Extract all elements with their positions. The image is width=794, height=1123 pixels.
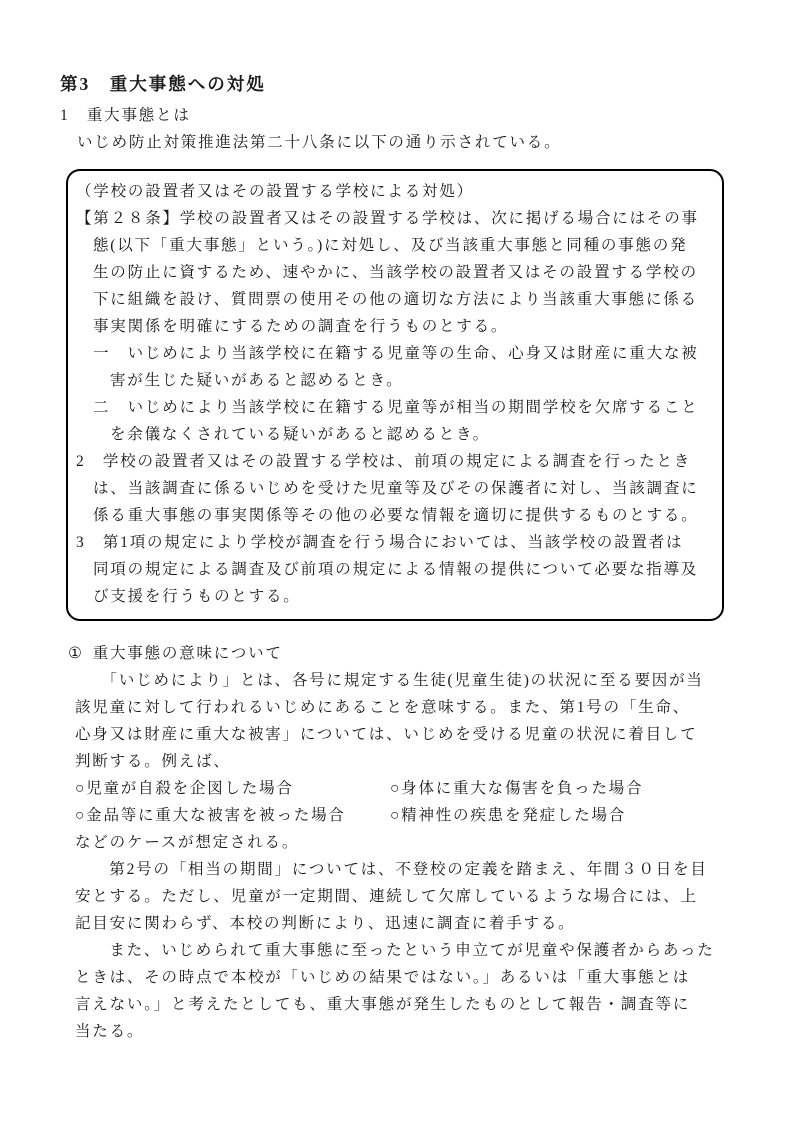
text-line: 言えない。」と考えたとしても、重大事態が発生したものとして報告・調査等に	[75, 996, 691, 1013]
section1-heading: 1 重大事態とは	[60, 107, 191, 124]
case-example-row	[75, 775, 754, 802]
text-line: 害が生じた疑いがあると認めるとき。	[110, 372, 404, 389]
case-example-right: ○精神性の疾患を発症した場合	[390, 807, 627, 824]
note-section-1	[60, 640, 754, 1045]
text-line: 心身又は財産に重大な被害」については、いじめを受ける児童の状況に着目して	[75, 726, 698, 743]
case-example-left: ○金品等に重大な被害を被った場合	[75, 807, 346, 824]
text-line: を余儀なくされている疑いがあると認めるとき。	[110, 426, 490, 443]
text-line: は、当該調査に係るいじめを受けた児童等及びその保護者に対し、当該調査に	[93, 480, 699, 497]
text-line: 安とする。ただし、児童が一定期間、連続して欠席しているような場合には、上	[75, 888, 698, 905]
text-line: 判断する。例えば、	[75, 753, 231, 770]
note1-paragraph-1	[75, 667, 754, 775]
article28-text	[76, 178, 714, 610]
note1-heading-text: 重大事態の意味について	[92, 645, 283, 662]
text-line: 3 第1項の規定により学校が調査を行う場合においては、当該学校の設置者は	[76, 534, 684, 551]
text-line: 一 いじめにより当該学校に在籍する児童等の生命、心身又は財産に重大な被	[93, 345, 699, 362]
article28-quote-box	[66, 169, 724, 621]
text-line: 該児童に対して行われるいじめにあることを意味する。また、第1号の「生命、	[75, 699, 691, 716]
text-line: 当たる。	[75, 1023, 145, 1040]
note1-paragraph-2	[75, 856, 754, 937]
text-line: び支援を行うものとする。	[93, 588, 301, 605]
note1-heading	[68, 640, 754, 667]
text-line: また、いじめられて重大事態に至ったという申立てが児童や保護者からあった	[92, 942, 715, 959]
text-line: 係る重大事態の事実関係等その他の必要な情報を適切に提供するものとする。	[93, 507, 699, 524]
note1-paragraph-3	[75, 937, 754, 1045]
case-example-row	[75, 802, 754, 829]
text-line: 「いじめにより」とは、各号に規定する生徒(児童生徒)の状況に至る要因が当	[92, 672, 704, 689]
text-line: 下に組織を設け、質問票の使用その他の適切な方法により当該重大事態に係る	[93, 291, 698, 308]
note1-cases-tail: などのケースが想定される。	[75, 834, 300, 851]
note1-case-examples	[75, 775, 754, 829]
text-line: 記目安に関わらず、本校の判断により、迅速に調査に着手する。	[75, 915, 576, 932]
text-line: 第2号の「相当の期間」については、不登校の定義を踏まえ、年間３０日を目	[92, 861, 708, 878]
text-line: ときは、その時点で本校が「いじめの結果ではない。」あるいは「重大事態とは	[75, 969, 691, 986]
text-line: 【第２８条】学校の設置者又はその設置する学校は、次に掲げる場合にはその事	[76, 210, 699, 227]
text-line: 同項の規定による調査及び前項の規定による情報の提供について必要な指導及	[93, 561, 699, 578]
text-line: 事実関係を明確にするための調査を行うものとする。	[93, 318, 509, 335]
case-example-left: ○児童が自殺を企図した場合	[75, 780, 294, 797]
case-example-right: ○身体に重大な傷害を負った場合	[390, 780, 644, 797]
note1-body	[75, 667, 754, 1045]
text-line: 2 学校の設置者又はその設置する学校は、前項の規定による調査を行ったとき	[76, 453, 692, 470]
text-line: 態(以下「重大事態」という。)に対処し、及び当該重大事態と同種の事態の発	[93, 237, 688, 254]
section1-intro: いじめ防止対策推進法第二十八条に以下の通り示されている。	[77, 134, 562, 151]
circled-1-marker: ①	[68, 645, 84, 662]
text-line: （学校の設置者又はその設置する学校による対処）	[76, 183, 474, 200]
text-line: 生の防止に資するため、速やかに、当該学校の設置者又はその設置する学校の	[93, 264, 698, 281]
page-title: 第3 重大事態への対処	[60, 74, 266, 94]
text-line: 二 いじめにより当該学校に在籍する児童等が相当の期間学校を欠席すること	[93, 399, 699, 416]
